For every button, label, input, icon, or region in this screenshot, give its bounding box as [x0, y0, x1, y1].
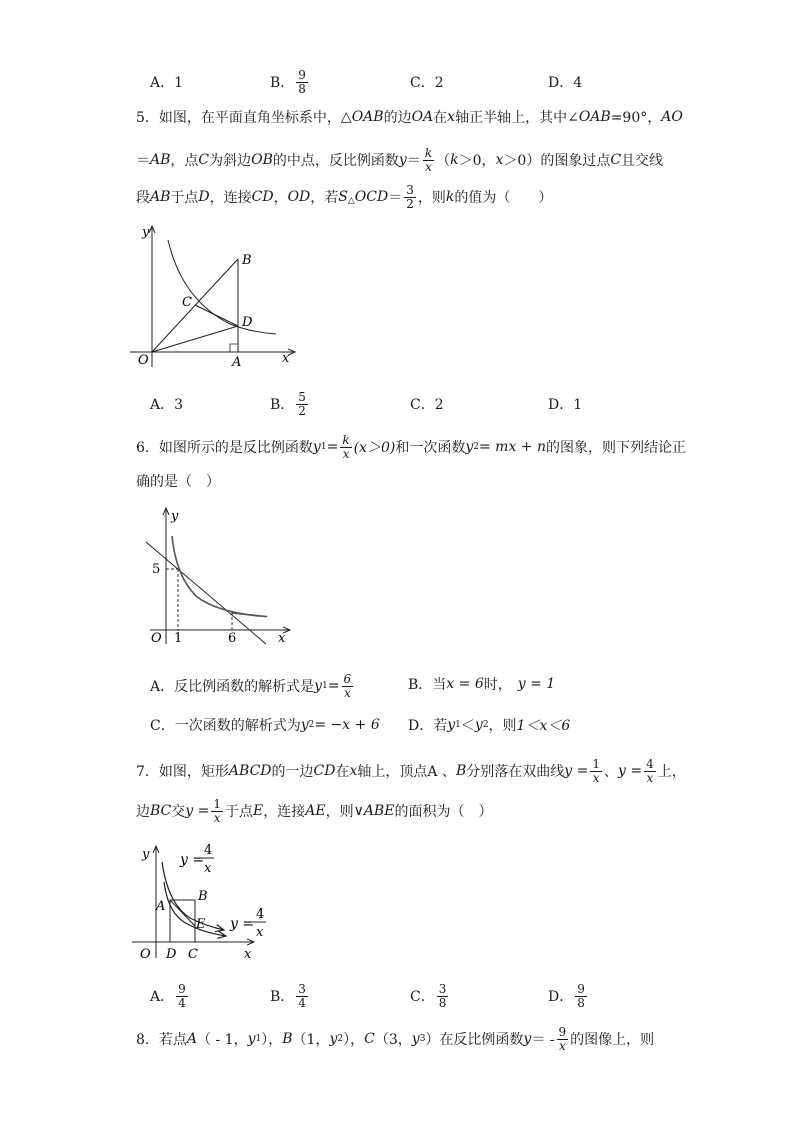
- q5-label-d: D: [242, 315, 253, 330]
- q6-option-a[interactable]: A．反比例函数的解析式是 y 1 = $\frac{6}{x}$: [150, 671, 352, 700]
- q5-line-3: 段 AB 于点 D ，连接 CD ， OD ，若 S △ OCD ＝ $\frac{3}{2}$ ，则 k 的值为（ ）: [136, 182, 553, 211]
- q7-four-over-x: $\frac{4}{x}$: [646, 756, 654, 785]
- q7-d-fraction: $\frac{9}{8}$: [577, 981, 585, 1010]
- q6-option-c[interactable]: C．一次函数的解析式为 y 2 = −x + 6: [150, 717, 380, 734]
- q7-right-den: x: [256, 925, 264, 940]
- q5-label-y: y: [142, 225, 150, 240]
- q7-top-eq: y =: [180, 852, 205, 868]
- q7-option-c[interactable]: C． $\frac{3}{8}$: [410, 981, 447, 1010]
- q6-label-6: 6: [228, 631, 237, 646]
- q7-line-1: 7．如图，矩形 ABCD 的一边 CD 在 x 轴上，顶点A 、 B 分别落在双曲线 y = $\frac{1}{x}$ 、 y = $\frac{4}{x}$ 上，: [136, 756, 686, 785]
- q4-option-a[interactable]: A．1: [150, 75, 184, 91]
- q5-label-o: O: [138, 353, 149, 368]
- q6-k-over-x: $\frac{k}{x}$: [342, 432, 350, 461]
- q6-option-b[interactable]: B．当 x = 6 时， y = 1: [408, 676, 556, 693]
- q8-line-1: 8．若点 A （ - 1， y 1 ）， B （1， y 2 ）， C （3， y 3 ）在反比例函数 y ＝ - $\frac{9}{x}$ 的图像上，则: [136, 1024, 655, 1053]
- q4-b-fraction: $\frac{9}{8}$: [298, 67, 306, 96]
- q7-label-e: E: [196, 917, 206, 932]
- q5-b-fraction: $\frac{5}{2}$: [298, 389, 306, 418]
- q7-line-ae: [170, 900, 195, 926]
- q5-option-a[interactable]: A．3: [150, 397, 184, 413]
- q7-option-b[interactable]: B． $\frac{3}{4}$: [270, 981, 306, 1010]
- q6-option-d[interactable]: D．若 y 1 ＜ y 2 ，则 1＜x＜6: [408, 717, 571, 734]
- q5-label-c: C: [182, 295, 192, 310]
- q6-figure: [138, 504, 298, 649]
- q7-option-a[interactable]: A． $\frac{9}{4}$: [150, 981, 186, 1010]
- q5-three-halves: $\frac{3}{2}$: [406, 182, 414, 211]
- q7-b-fraction: $\frac{3}{4}$: [298, 981, 306, 1010]
- q4-option-b[interactable]: B． $\frac{9}{8}$: [270, 67, 306, 96]
- q7-c-fraction: $\frac{3}{8}$: [438, 981, 447, 1010]
- q6-label-x: x: [278, 631, 286, 646]
- q7-label-a: A: [156, 899, 166, 914]
- q6-linear-function: [146, 542, 266, 644]
- q4-option-d[interactable]: D．4: [548, 75, 583, 91]
- q6-label-y: y: [171, 509, 179, 524]
- q5-figure: [120, 222, 310, 372]
- q6-line-2: 确的是（ ）: [136, 474, 220, 490]
- q6-inverse-function: [172, 536, 260, 616]
- q8-nine-over-x: $\frac{9}{x}$: [558, 1024, 567, 1053]
- q7-figure: [128, 834, 278, 966]
- q7-curve-4-over-x: [162, 862, 224, 930]
- q5-label-x: x: [282, 351, 290, 366]
- q7-top-den: x: [204, 861, 212, 876]
- q7-line-2: 边 BC 交 y = $\frac{1}{x}$ 于点 E ，连接 AE ，则 ∨ABE 的面积为（ ）: [136, 796, 493, 825]
- q4-option-c[interactable]: C．2: [410, 75, 444, 91]
- q6-label-1: 1: [174, 631, 183, 646]
- q5-line-2: ＝ AB ，点 C 为斜边 OB 的中点，反比例函数 y ＝ $\frac{k}{x}$ （ k ＞0， x ＞0）的图象过点 C 且交线: [136, 145, 664, 174]
- q5-k-over-x: $\frac{k}{x}$: [424, 145, 433, 174]
- q7-right-eq: y =: [230, 916, 255, 932]
- q5-option-c[interactable]: C．2: [410, 397, 444, 413]
- q5-line-1: 5．如图，在平面直角坐标系中， △OAB 的边 OA 在 x 轴正半轴上，其中∠ OAB =90°， AO: [136, 109, 683, 126]
- q6-curve-tail: [260, 616, 267, 617]
- q7-label-x: x: [244, 947, 252, 962]
- q5-label-a: A: [232, 355, 242, 370]
- q6-label-o: O: [151, 631, 162, 646]
- q7-label-c: C: [188, 947, 198, 962]
- q5-label-b: B: [242, 253, 252, 268]
- q7-label-b: B: [198, 889, 208, 904]
- q6-label-5: 5: [152, 562, 161, 577]
- q7-line2-one-over-x: $\frac{1}{x}$: [213, 796, 221, 825]
- q7-label-y: y: [142, 847, 150, 862]
- q7-right-num: 4: [256, 907, 265, 922]
- q5-line-od: [152, 326, 238, 352]
- q5-option-b[interactable]: B． $\frac{5}{2}$: [270, 389, 306, 418]
- q5-option-d[interactable]: D．1: [548, 397, 583, 413]
- q7-option-d[interactable]: D． $\frac{9}{8}$: [548, 981, 585, 1010]
- q6-a-fraction: $\frac{6}{x}$: [343, 671, 352, 700]
- q7-label-o: O: [140, 947, 151, 962]
- q7-one-over-x: $\frac{1}{x}$: [592, 756, 600, 785]
- q7-top-num: 4: [204, 843, 213, 858]
- q6-line-1: 6．如图所示的是反比例函数 y 1 = $\frac{k}{x}$ (x＞0) 和一次函数 y 2 = mx + n 的图象，则下列结论正: [136, 432, 686, 461]
- q5-hyperbola: [168, 240, 276, 334]
- q5-right-angle-mark: [230, 344, 238, 352]
- q7-label-d: D: [166, 947, 177, 962]
- q6-curve-end: [232, 613, 260, 616]
- q7-a-fraction: $\frac{9}{4}$: [178, 981, 186, 1010]
